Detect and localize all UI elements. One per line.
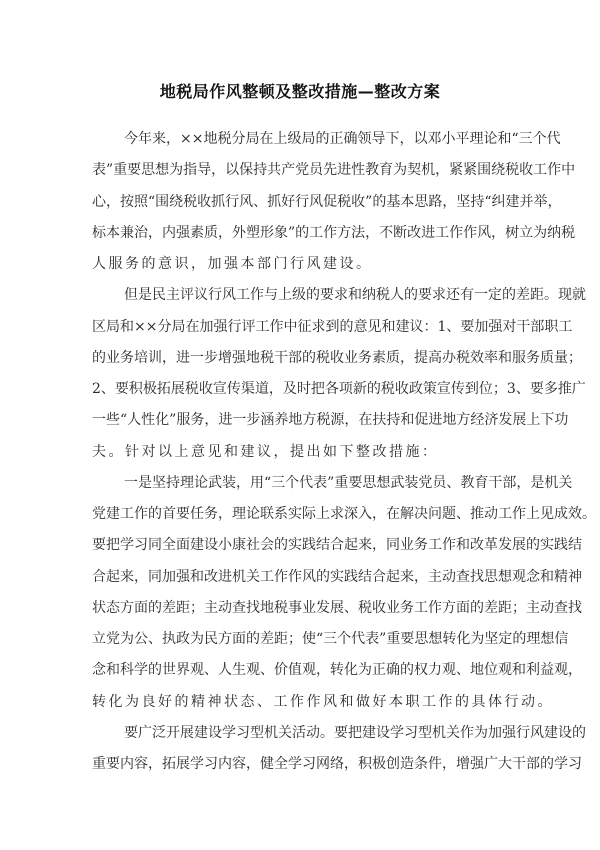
text-line: 2、要积极拓展税收宣传渠道，及时把各项新的税收政策宣传到位；3、要多推广	[92, 381, 586, 397]
text-line: 要广泛开展建设学习型机关活动。要把建设学习型机关作为加强行风建设的	[124, 724, 586, 741]
text-line: 要把学习同全面建设小康社会的实践结合起来，同业务工作和改革发展的实践结	[92, 537, 582, 554]
text-line: 一些“人性化”服务，进一步涵养地方税源，在扶持和促进地方经济发展上下功	[92, 412, 569, 429]
text-line: 区局和××分局在加强行评工作中征求到的意见和建议：1、要加强对干部职工	[92, 318, 573, 335]
text-line: 但是民主评议行风工作与上级的要求和纳税人的要求还有一定的差距。现就	[124, 287, 586, 304]
text-line: 今年来，××地税分局在上级局的正确领导下，以邓小平理论和“三个代	[124, 131, 561, 147]
paragraph-2	[92, 280, 586, 468]
text-line: 人服务的意识，加强本部门行风建设。	[92, 256, 373, 272]
text-line: 合起来，同加强和改进机关工作作风的实践结合起来，主动查找思想观念和精神	[92, 568, 582, 585]
text-line: 一是坚持理论武装，用“三个代表”重要思想武装党员、教育干部，是机关	[124, 474, 573, 491]
text-line: 重要内容，拓展学习内容，健全学习网络，积极创造条件，增强广大干部的学习	[92, 756, 582, 772]
text-line: 表”重要思想为指导，以保持共产党员先进性教育为契机，紧紧围绕税收工作中	[92, 162, 576, 179]
text-line: 的业务培训，进一步增强地税干部的税收业务素质，提高办税效率和服务质量；	[92, 349, 582, 366]
text-line: 夫。针对以上意见和建议，提出如下整改措施：	[92, 443, 439, 460]
text-line: 转化为良好的精神状态、工作作风和做好本职工作的具体行动。	[92, 693, 554, 710]
text-line: 立党为公、执政为民方面的差距；使“三个代表”重要思想转化为坚定的理想信	[92, 631, 569, 647]
text-line: 心，按照“围绕税收抓行风、抓好行风促税收”的基本思路，坚持“纠建并举，	[92, 193, 562, 210]
text-line: 状态方面的差距；主动查找地税事业发展、税收业务工作方面的差距；主动查找	[92, 599, 582, 616]
paragraph-4	[92, 718, 586, 781]
text-line: 党建工作的首要任务，理论联系实际上求深入，在解决问题、推动工作上见成效。	[92, 506, 596, 522]
document-title: 地税局作风整顿及整改措施—整改方案	[159, 82, 441, 101]
text-line: 标本兼治，内强素质，外塑形象”的工作方法，不断改进工作作风，树立为纳税	[92, 224, 576, 241]
paragraph-3	[92, 468, 596, 718]
paragraph-1	[92, 124, 576, 280]
document-body	[92, 124, 596, 780]
text-line: 念和科学的世界观、人生观、价值观，转化为正确的权力观、地位观和利益观，	[92, 662, 582, 679]
